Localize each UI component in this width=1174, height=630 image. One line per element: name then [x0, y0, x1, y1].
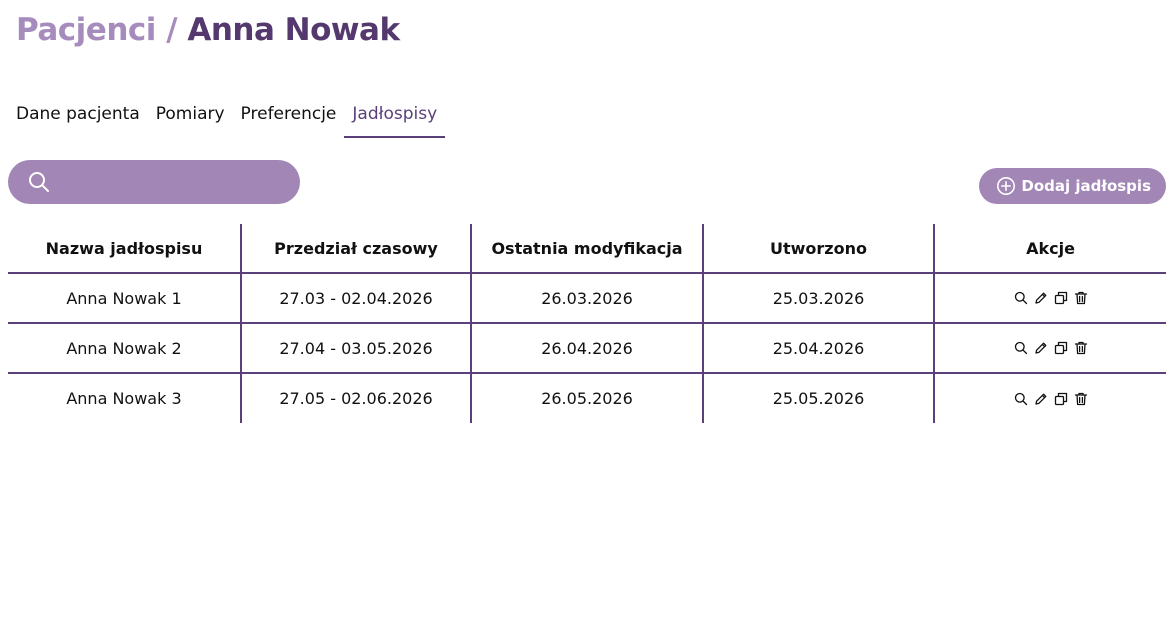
table-row: [8, 373, 1166, 423]
breadcrumb: [16, 12, 400, 48]
page-title: Anna Nowak: [187, 12, 400, 48]
cell-range: 27.03 - 02.04.2026: [241, 273, 471, 323]
cell-created: 25.04.2026: [703, 323, 934, 373]
view-icon[interactable]: [1013, 391, 1029, 407]
cell-name: Anna Nowak 1: [8, 273, 241, 323]
cell-created: 25.05.2026: [703, 373, 934, 423]
cell-range: 27.04 - 03.05.2026: [241, 323, 471, 373]
edit-icon[interactable]: [1033, 340, 1049, 356]
column-header-actions: Akcje: [934, 224, 1166, 273]
cell-created: 25.03.2026: [703, 273, 934, 323]
breadcrumb-separator: /: [166, 12, 178, 48]
table-header-row: [8, 224, 1166, 273]
cell-actions: [934, 273, 1166, 323]
view-icon[interactable]: [1013, 340, 1029, 356]
copy-icon[interactable]: [1053, 391, 1069, 407]
add-meal-plan-button[interactable]: [979, 168, 1166, 204]
cell-actions: [934, 373, 1166, 423]
cell-modified: 26.03.2026: [471, 273, 703, 323]
column-header-modified: Ostatnia modyfikacja: [471, 224, 703, 273]
cell-range: 27.05 - 02.06.2026: [241, 373, 471, 423]
edit-icon[interactable]: [1033, 391, 1049, 407]
tab-bar: [8, 96, 445, 138]
copy-icon[interactable]: [1053, 340, 1069, 356]
column-header-created: Utworzono: [703, 224, 934, 273]
delete-icon[interactable]: [1073, 290, 1089, 306]
cell-modified: 26.05.2026: [471, 373, 703, 423]
cell-name: Anna Nowak 3: [66, 389, 182, 408]
tab-pomiary[interactable]: Pomiary: [155, 104, 225, 124]
plus-circle-icon: [996, 176, 1016, 196]
search-icon: [27, 170, 51, 194]
search-bar[interactable]: [8, 160, 300, 204]
search-input[interactable]: [64, 168, 288, 196]
add-meal-plan-label: Dodaj jadłospis: [1021, 177, 1151, 195]
table-row: [8, 323, 1166, 373]
cell-name: Anna Nowak 2: [8, 323, 241, 373]
delete-icon[interactable]: [1073, 340, 1089, 356]
delete-icon[interactable]: [1073, 391, 1089, 407]
tab-jadlospisy[interactable]: Jadłospisy: [344, 96, 445, 138]
cell-modified: 26.04.2026: [471, 323, 703, 373]
view-icon[interactable]: [1013, 290, 1029, 306]
copy-icon[interactable]: [1053, 290, 1069, 306]
column-header-name: Nazwa jadłospisu: [8, 224, 241, 273]
breadcrumb-parent-link[interactable]: Pacjenci: [16, 12, 156, 48]
meal-plans-table: [8, 224, 1166, 423]
tab-dane-pacjenta[interactable]: Dane pacjenta: [16, 104, 140, 124]
edit-icon[interactable]: [1033, 290, 1049, 306]
tab-preferencje[interactable]: Preferencje: [240, 104, 337, 124]
table-row: [8, 273, 1166, 323]
column-header-range: Przedział czasowy: [241, 224, 471, 273]
cell-actions: [934, 323, 1166, 373]
